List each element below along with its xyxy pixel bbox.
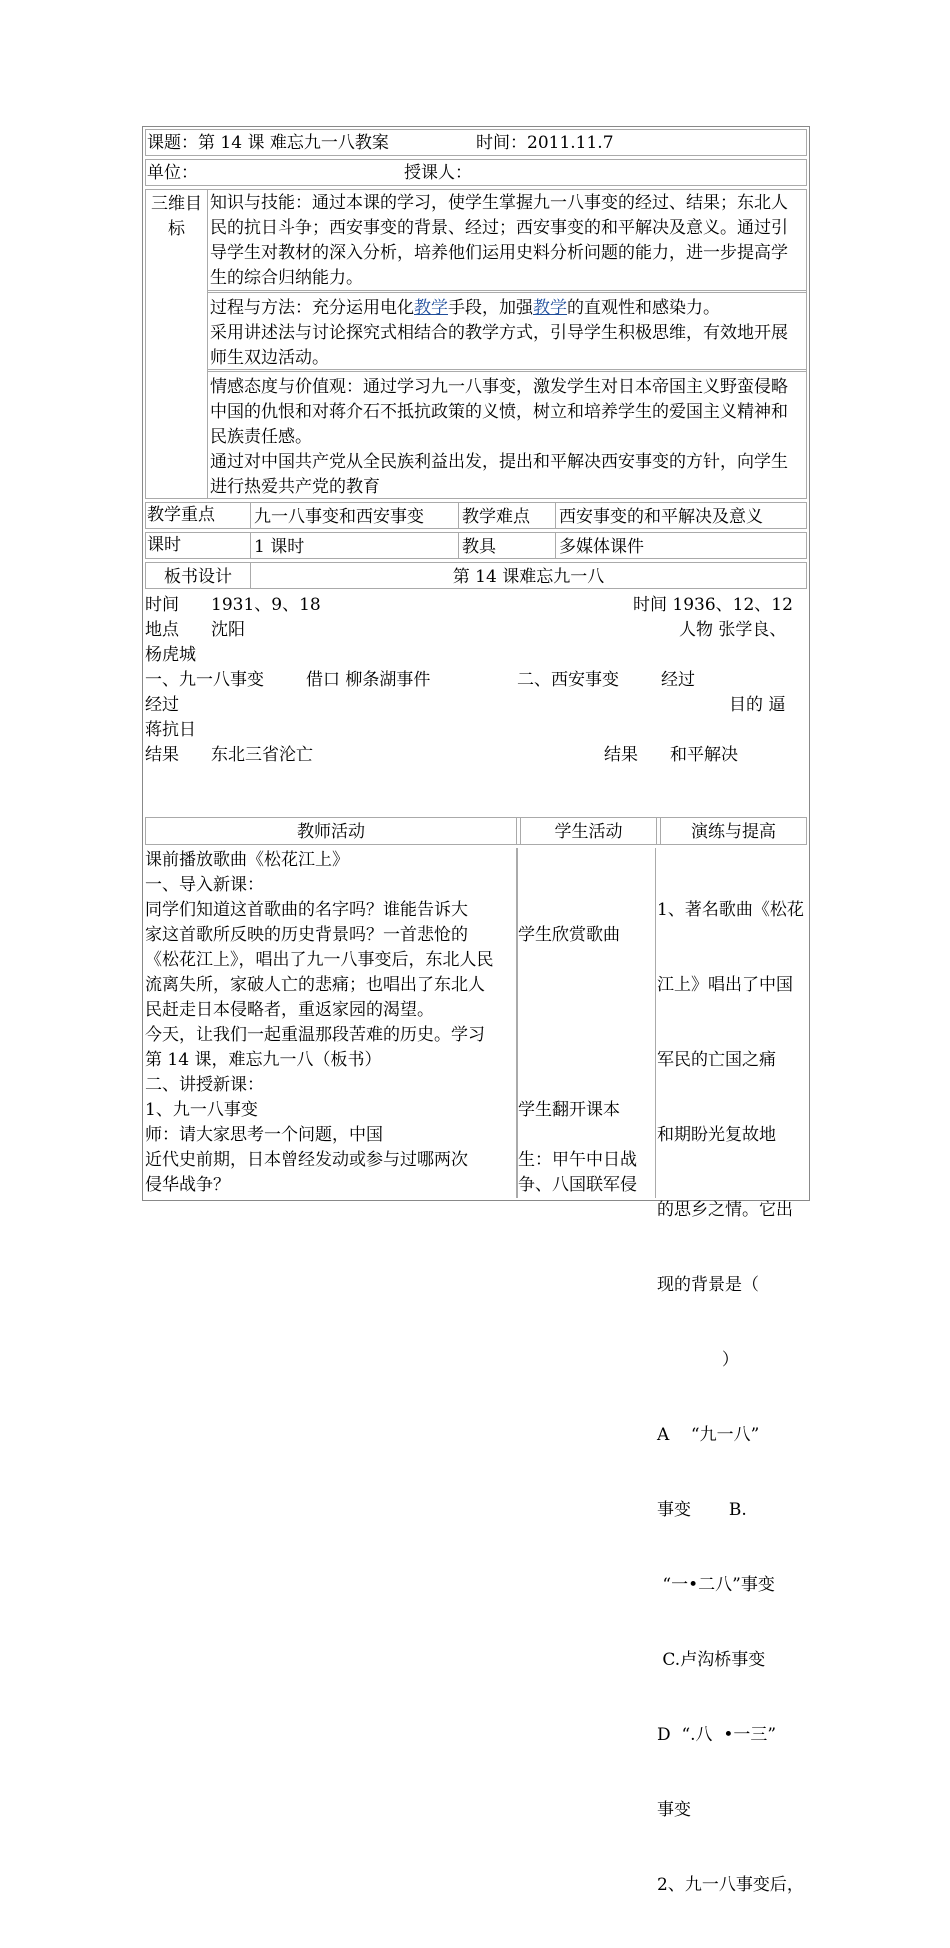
practice-line: 和期盼光复故地 (657, 1125, 776, 1145)
difficulty-value: 西安事变的和平解决及意义 (559, 507, 763, 527)
teacher-line: 近代史前期，日本曾经发动或参与过哪两次 (145, 1150, 468, 1170)
activity-body (145, 848, 807, 1895)
board-result-label: 结果 (145, 745, 179, 765)
practice-line: 事变 B. (657, 1500, 747, 1520)
teacher-text: 授课人： (404, 163, 472, 183)
board-event2: 二、西安事变 (517, 670, 619, 690)
board-pretext: 借口 柳条湖事件 (306, 670, 431, 690)
practice-activity (657, 848, 807, 1895)
knowledge-text: 知识与技能：通过本课的学习，使学生掌握九一八事变的经过、结果；东北人民的抗日斗争；西安事变的背景、经过；西安事变的和平解决及意义。通过引导学生对教材的深入分析，培养他们运用史料分析问题的能力，进一步提高学生的综合归纳能力。 (210, 193, 788, 288)
teacher-line: 1、九一八事变 (145, 1100, 258, 1120)
time-text: 时间：2011.11.7 (476, 133, 614, 153)
board-person: 人物 张学良、 (679, 620, 787, 640)
key-points-row (145, 502, 807, 529)
practice-line: 江上》唱出了中国 (657, 975, 793, 995)
hours-value: 1 课时 (251, 533, 459, 558)
board-time-value: 1931、9、18 (211, 595, 321, 615)
emotion-text: 情感态度与价值观：通过学习九一八事变，激发学生对日本帝国主义野蛮侵略中国的仇恨和对蒋介石不抵抗政策的义愤，树立和培养学生的爱国主义精神和民族责任感。 通过对中国共产党从全民族利益出发，提出和平解决西安事变的方针，向学生进行热爱共产党的教育 (208, 369, 806, 503)
practice-line: “一•二八”事变 (657, 1575, 775, 1595)
teacher-line: 《松花江上》，唱出了九一八事变后，东北人民 (145, 950, 494, 970)
teacher-line: 流离失所，家破人亡的悲痛；也唱出了东北人 (145, 975, 485, 995)
board-course-2: 经过 (145, 695, 179, 715)
teacher-line: 侵华战争？ (145, 1175, 230, 1195)
practice-line: 的思乡之情。它出 (657, 1200, 793, 1220)
jiaoxue-link-2[interactable]: 教学 (533, 298, 567, 318)
board-title: 第 14 课难忘九一八 (452, 567, 605, 587)
student-line-3: 生：甲午中日战 (518, 1150, 637, 1170)
teacher-line: 师：请大家思考一个问题，中国 (145, 1125, 383, 1145)
header-row (145, 129, 807, 156)
objectives-label: 三维目标 (146, 190, 208, 498)
student-line-4: 争、八国联军侵 (518, 1175, 637, 1195)
practice-header: 演练与提高 (660, 818, 806, 844)
teacher-line: 二、讲授新课： (145, 1075, 264, 1095)
board-result-value-2: 和平解决 (670, 745, 738, 765)
process-text: 过程与方法：充分运用电化教学手段，加强教学的直观性和感染力。 采用讲述法与讨论探究式相结合的教学方式，引导学生积极思维，有效地开展师生双边活动。 (208, 290, 806, 369)
hours-label: 课时 (146, 533, 251, 558)
practice-line: 事变 (657, 1800, 691, 1820)
board-event1: 一、九一八事变 (145, 670, 264, 690)
board-label: 板书设计 (146, 563, 251, 588)
student-line-1: 学生欣赏歌曲 (518, 925, 620, 945)
board-purpose: 目的 逼 (729, 695, 786, 715)
board-place-value: 沈阳 (211, 620, 245, 640)
student-line-2: 学生翻开课本 (518, 1100, 620, 1120)
board-place-label: 地点 (145, 620, 179, 640)
board-line3: 杨虎城 (145, 645, 196, 665)
lesson-plan-table (142, 126, 810, 1895)
unit-text: 单位： (147, 163, 198, 183)
unit-row (145, 159, 807, 186)
practice-line: A “九一八” (657, 1425, 760, 1445)
objectives-row (145, 189, 807, 499)
teacher-line: 同学们知道这首歌曲的名字吗？谁能告诉大 (145, 900, 468, 920)
hours-row (145, 532, 807, 559)
topic-text: 课题：第 14 课 难忘九一八教案 (147, 133, 389, 153)
practice-line: 1、著名歌曲《松花 (657, 900, 804, 920)
teacher-line: 一、导入新课： (145, 875, 264, 895)
teacher-activity-header: 教师活动 (146, 818, 517, 844)
board-result-label-2: 结果 (604, 745, 638, 765)
key-label: 教学重点 (146, 503, 251, 528)
board-title-row (145, 562, 807, 589)
student-activity-header: 学生活动 (520, 818, 657, 844)
practice-line: C.卢沟桥事变 (657, 1650, 766, 1670)
practice-line: D “.八 •一三” (657, 1725, 777, 1745)
practice-line: 2、九一八事变后， (657, 1875, 804, 1895)
teacher-line: 课前播放歌曲《松花江上》 (145, 850, 349, 870)
board-result-value: 东北三省沦亡 (211, 745, 313, 765)
key-value: 九一八事变和西安事变 (251, 503, 459, 528)
practice-line: 现的背景是（ (657, 1275, 759, 1295)
board-line6: 蒋抗日 (145, 720, 196, 740)
board-time-2: 时间 1936、12、12 (633, 595, 793, 615)
activity-header-row (145, 817, 807, 845)
teacher-line: 今天，让我们一起重温那段苦难的历史。学习 (145, 1025, 485, 1045)
board-content (143, 592, 809, 817)
difficulty-label: 教学难点 (459, 503, 556, 528)
teacher-line: 第 14 课，难忘九一八（板书） (145, 1050, 382, 1070)
objectives-body (208, 190, 806, 498)
teacher-line: 家这首歌所反映的历史背景吗？一首悲怆的 (145, 925, 468, 945)
teacher-activity (145, 848, 517, 1198)
board-time-label: 时间 (145, 595, 179, 615)
teacher-line: 民赶走日本侵略者，重返家园的渴望。 (145, 1000, 434, 1020)
tools-value: 多媒体课件 (559, 537, 644, 557)
jiaoxue-link[interactable]: 教学 (414, 298, 448, 318)
tools-label: 教具 (459, 533, 556, 558)
practice-line: 军民的亡国之痛 (657, 1050, 776, 1070)
board-course: 经过 (661, 670, 695, 690)
practice-line: ） (657, 1350, 739, 1370)
student-activity (517, 848, 656, 1198)
